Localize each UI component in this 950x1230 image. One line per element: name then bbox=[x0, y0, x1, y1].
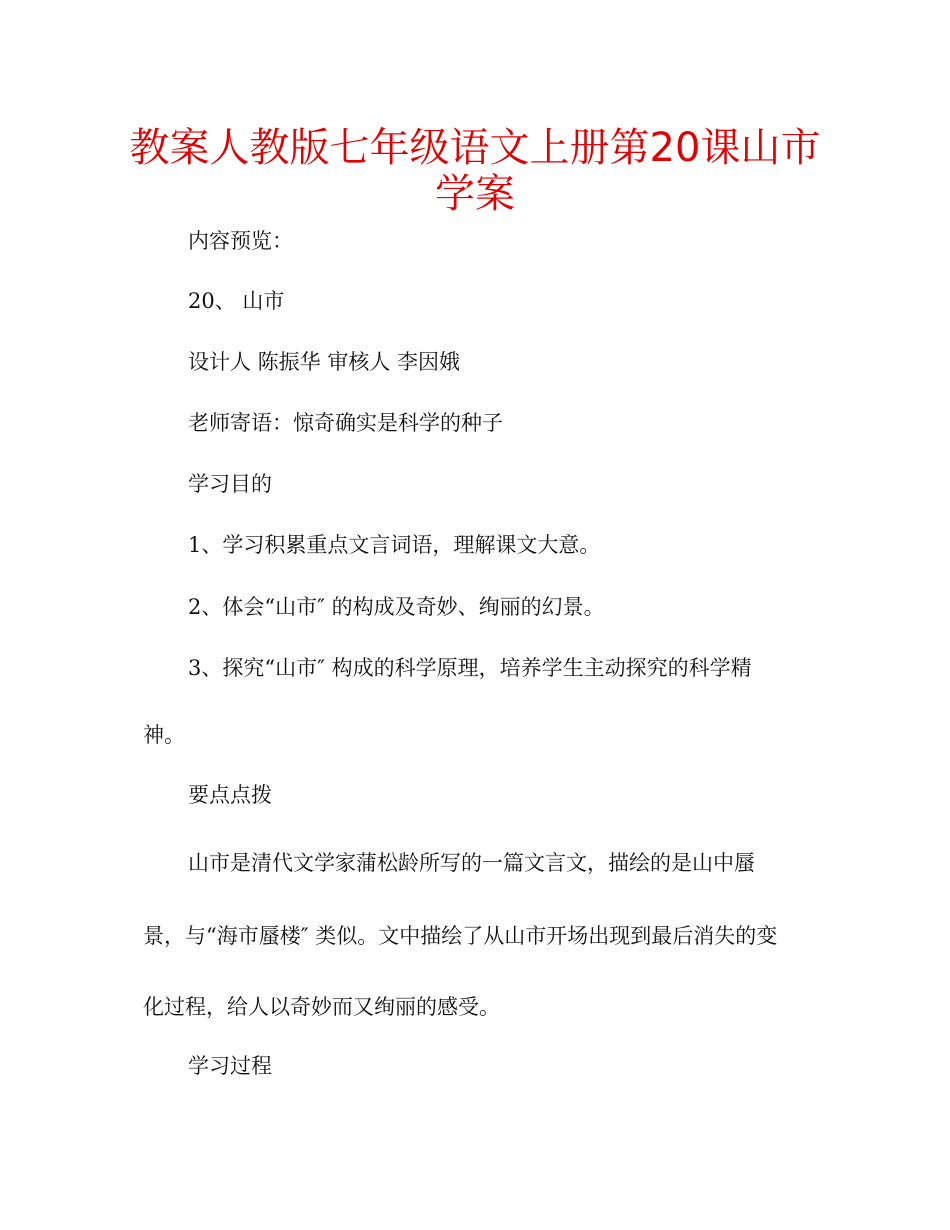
learning-goals-heading: 学习目的 bbox=[188, 472, 272, 496]
goal-item-2: 2、体会“山市″ 的构成及奇妙、绚丽的幻景。 bbox=[188, 595, 605, 619]
goal-item-1: 1、学习积累重点文言词语，理解课文大意。 bbox=[188, 533, 601, 557]
key-points-text-line3: 化过程，给人以奇妙而又绚丽的感受。 bbox=[143, 995, 500, 1019]
teacher-message: 老师寄语：惊奇确实是科学的种子 bbox=[188, 411, 503, 435]
key-points-text-line2: 景，与“海市蜃楼″ 类似。文中描绘了从山市开场出现到最后消失的变 bbox=[143, 924, 778, 948]
goal-item-3-continued: 神。 bbox=[143, 723, 185, 747]
lesson-heading: 20、 山市 bbox=[188, 289, 285, 313]
goal-item-3: 3、探究“山市″ 构成的科学原理，培养学生主动探究的科学精 bbox=[188, 656, 752, 680]
content-preview-label: 内容预览： bbox=[188, 229, 293, 253]
key-points-heading: 要点点拨 bbox=[188, 783, 272, 807]
designer-reviewer-line: 设计人 陈振华 审核人 李因娥 bbox=[188, 350, 461, 374]
document-title-line1: 教案人教版七年级语文上册第20课山市 bbox=[129, 125, 821, 171]
learning-process-heading: 学习过程 bbox=[188, 1054, 272, 1078]
document-title-line2: 学案 bbox=[435, 171, 515, 217]
key-points-text-line1: 山市是清代文学家蒲松龄所写的一篇文言文，描绘的是山中蜃 bbox=[188, 851, 755, 875]
